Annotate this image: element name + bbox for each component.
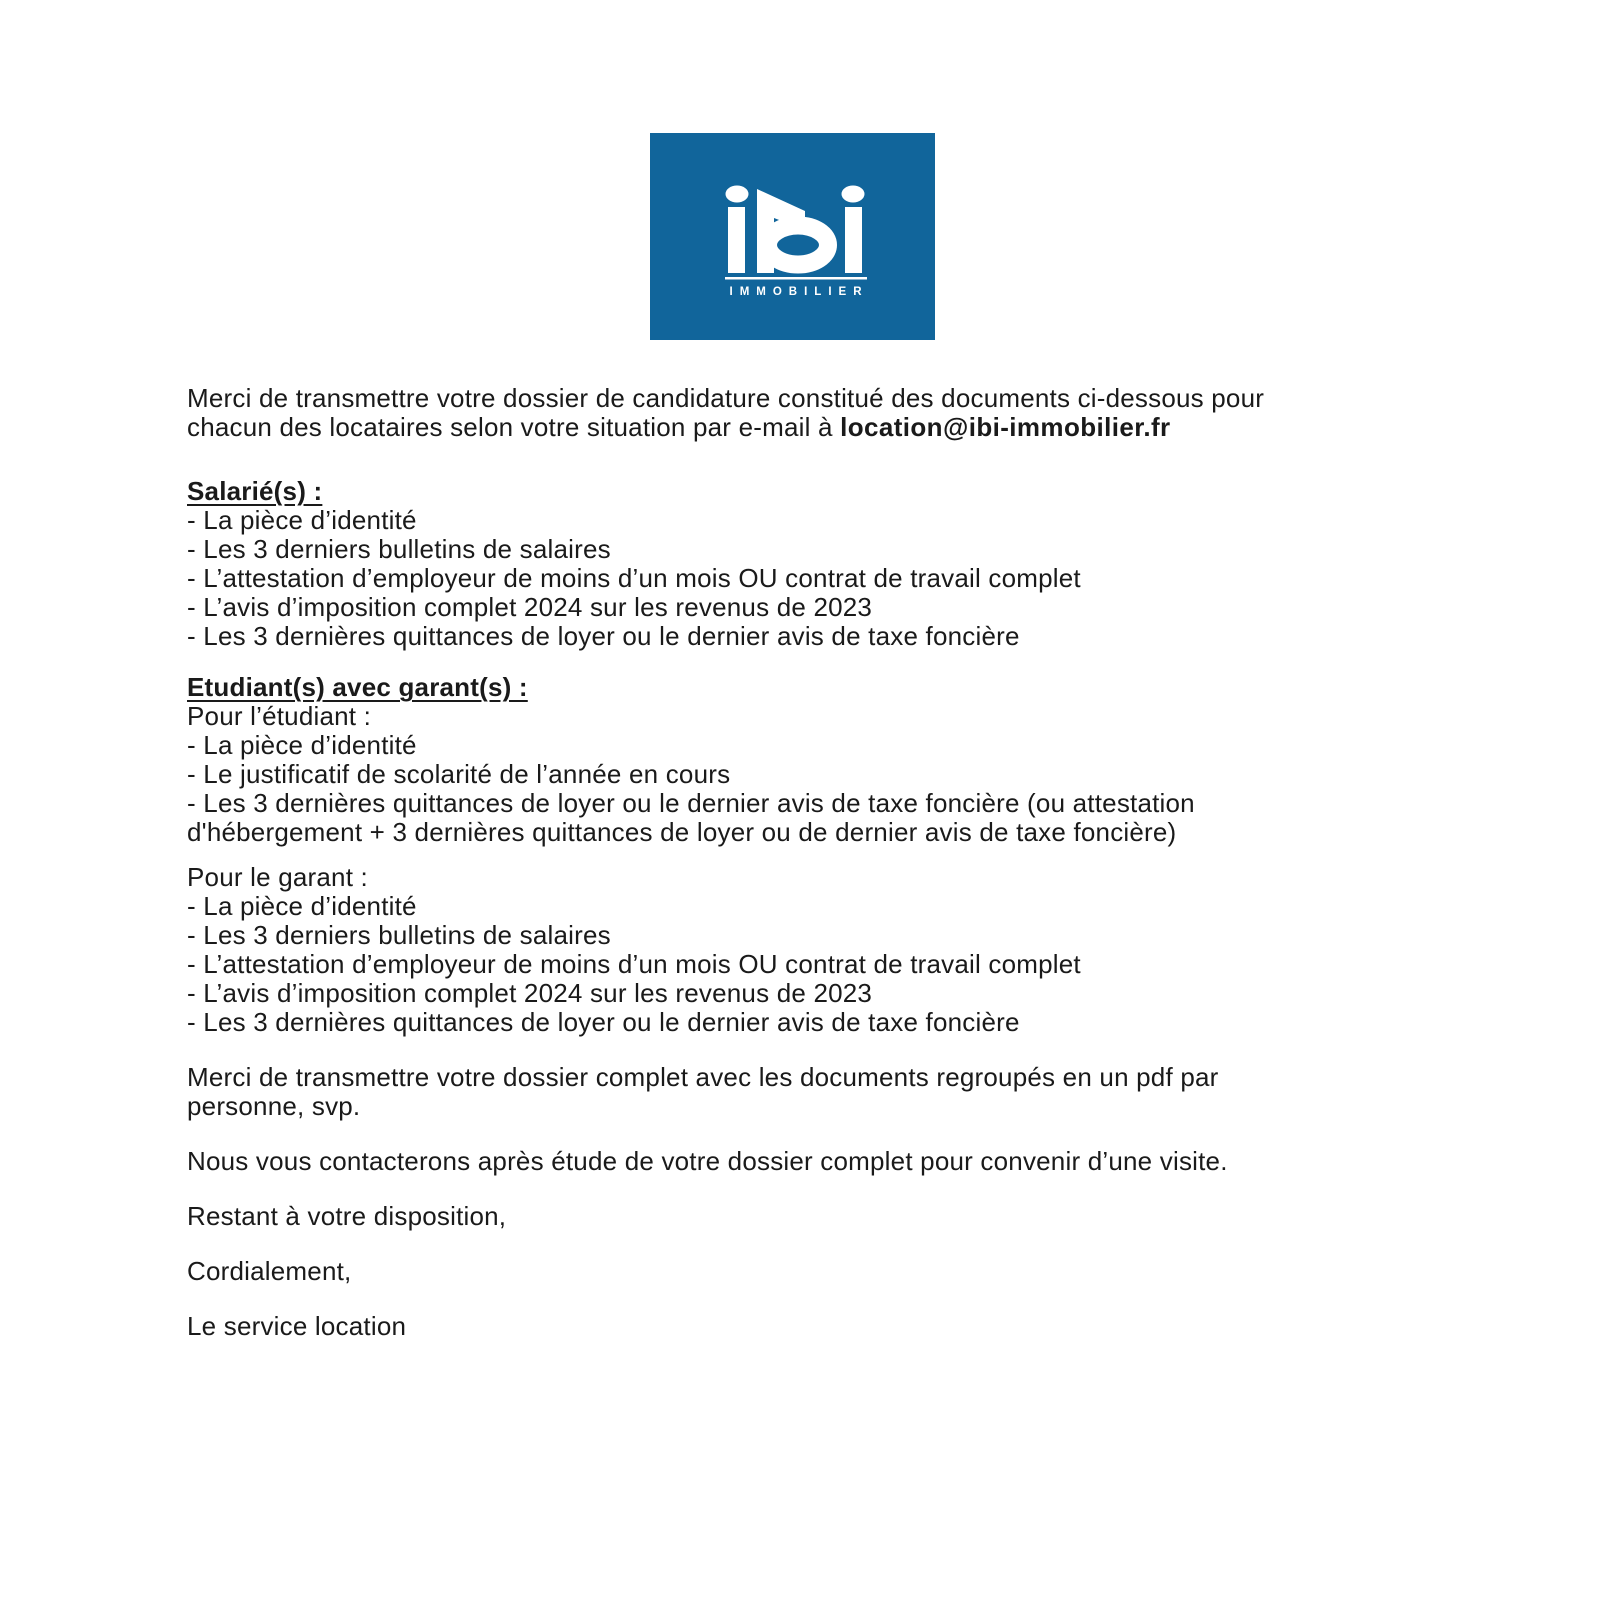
subsection-label-guarantor: Pour le garant : — [187, 862, 368, 892]
ibi-logo-icon — [650, 133, 935, 340]
logo-subtitle: IMMOBILIER — [729, 286, 869, 298]
section-guarantor — [187, 863, 1387, 1037]
list-item: - Le justificatif de scolarité de l’année en cours — [187, 759, 731, 789]
letter-body — [187, 384, 1387, 1367]
list-item: - La pièce d’identité — [187, 891, 417, 921]
list-item-continuation: d'hébergement + 3 dernières quittances de loyer ou de dernier avis de taxe foncière) — [187, 817, 1177, 847]
intro-line-1: Merci de transmettre votre dossier de candidature constitué des documents ci-dessous pour — [187, 383, 1265, 413]
section-students — [187, 673, 1387, 847]
subsection-label-student: Pour l’étudiant : — [187, 701, 372, 731]
intro-paragraph — [187, 384, 1387, 442]
section-heading-salaries: Salarié(s) : — [187, 476, 323, 506]
section-heading-students: Etudiant(s) avec garant(s) : — [187, 672, 528, 702]
list-item: - Les 3 derniers bulletins de salaires — [187, 534, 611, 564]
intro-line-2: chacun des locataires selon votre situation par e-mail à location@ibi-immobilier.fr — [187, 412, 1171, 442]
list-item: - L’attestation d’employeur de moins d’un mois OU contrat de travail complet — [187, 563, 1081, 593]
closing-paragraph-pdf: Merci de transmettre votre dossier complet avec les documents regroupés en un pdf par personne, svp. — [187, 1062, 1219, 1121]
list-item: - Les 3 dernières quittances de loyer ou le dernier avis de taxe foncière (ou attestation — [187, 788, 1195, 818]
list-item: - L’avis d’imposition complet 2024 sur les revenus de 2023 — [187, 978, 873, 1008]
list-item: - Les 3 derniers bulletins de salaires — [187, 920, 611, 950]
list-item: - Les 3 dernières quittances de loyer ou le dernier avis de taxe foncière — [187, 1007, 1020, 1037]
list-item: - L’avis d’imposition complet 2024 sur les revenus de 2023 — [187, 592, 873, 622]
closing-paragraph-cordialement: Cordialement, — [187, 1256, 352, 1286]
list-item: - La pièce d’identité — [187, 505, 417, 535]
signature-service: Le service location — [187, 1311, 407, 1341]
contact-email: location@ibi-immobilier.fr — [840, 412, 1171, 442]
list-item: - La pièce d’identité — [187, 730, 417, 760]
list-item: - L’attestation d’employeur de moins d’un mois OU contrat de travail complet — [187, 949, 1081, 979]
section-salaries — [187, 477, 1387, 651]
list-item: - Les 3 dernières quittances de loyer ou le dernier avis de taxe foncière — [187, 621, 1020, 651]
closing-paragraph-contact: Nous vous contacterons après étude de votre dossier complet pour convenir d’une visite. — [187, 1146, 1228, 1176]
company-logo — [650, 133, 935, 340]
closing-paragraph-disposition: Restant à votre disposition, — [187, 1201, 507, 1231]
